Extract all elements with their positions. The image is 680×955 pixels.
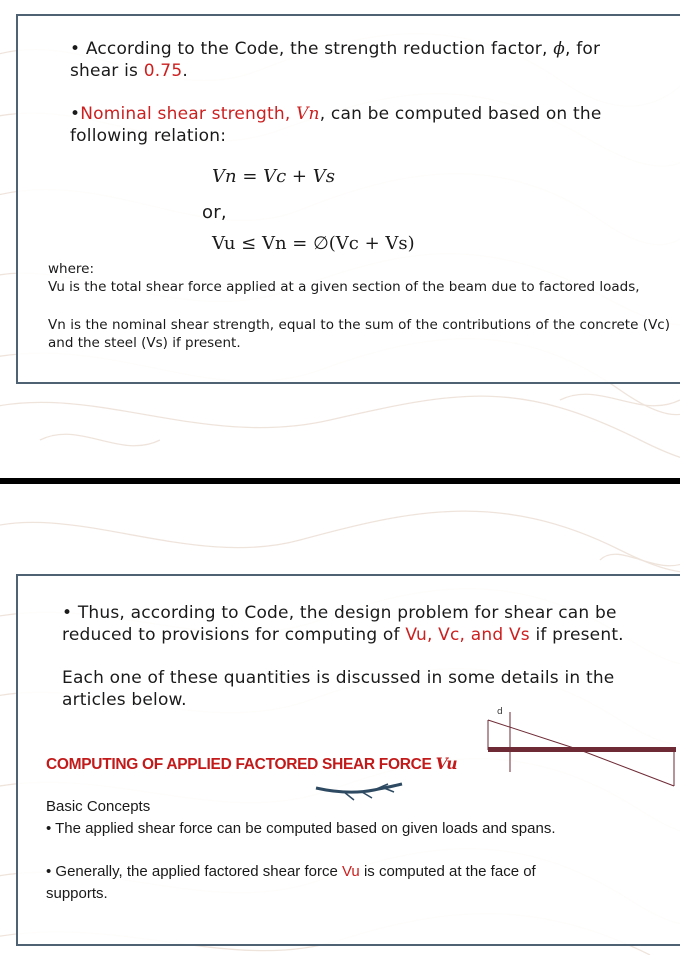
thus-paragraph: • Thus, according to Code, the design problem for shear can be <box>62 603 617 623</box>
bullet-face-of-supports-line2: supports. <box>46 885 108 902</box>
basic-concepts-label: Basic Concepts <box>46 798 151 815</box>
phi-value: 0.75 <box>143 61 183 81</box>
beam-bar <box>488 747 676 752</box>
or-text: or, <box>202 202 227 223</box>
d-label: d <box>497 707 503 717</box>
where-label: where: <box>48 261 95 277</box>
equation-vn: Vn = Vc + Vs <box>212 166 335 187</box>
vu-definition: Vu is the total shear force applied at a given section of the beam due to factored loads, <box>48 279 640 295</box>
thus-paragraph-line2: reduced to provisions for computing of Vu, Vc, and Vs if present. <box>62 625 624 645</box>
bullet-applied-shear: • The applied shear force can be computed based on given loads and spans. <box>46 820 556 837</box>
equation-vu: Vu ≤ Vn = ∅(Vc + Vs) <box>212 233 415 254</box>
decorative-branch-icon <box>314 780 406 802</box>
slide-divider <box>0 478 680 484</box>
bullet-face-of-supports: • Generally, the applied factored shear force Vu is computed at the face of <box>46 863 536 880</box>
bullet-nominal-shear-line2: following relation: <box>70 126 227 146</box>
each-paragraph-line2: articles below. <box>62 690 187 710</box>
vn-definition: Vn is the nominal shear strength, equal to the sum of the contributions of the concrete (Vc) and the steel (Vs) if present. <box>48 317 670 351</box>
shear-diagram <box>480 700 680 790</box>
bullet-strength-reduction: • According to the Code, the strength reduction factor, ϕ, for <box>70 39 601 59</box>
bullet-strength-reduction-line2: shear is 0.75. <box>70 61 188 81</box>
section-heading: COMPUTING OF APPLIED FACTORED SHEAR FORCE Vu <box>46 754 458 773</box>
bullet-nominal-shear: •Nominal shear strength, Vn, can be computed based on the <box>70 104 602 124</box>
quantities-red: Vu, Vc, and Vs <box>405 625 530 645</box>
each-paragraph: Each one of these quantities is discussed in some details in the <box>62 668 615 688</box>
